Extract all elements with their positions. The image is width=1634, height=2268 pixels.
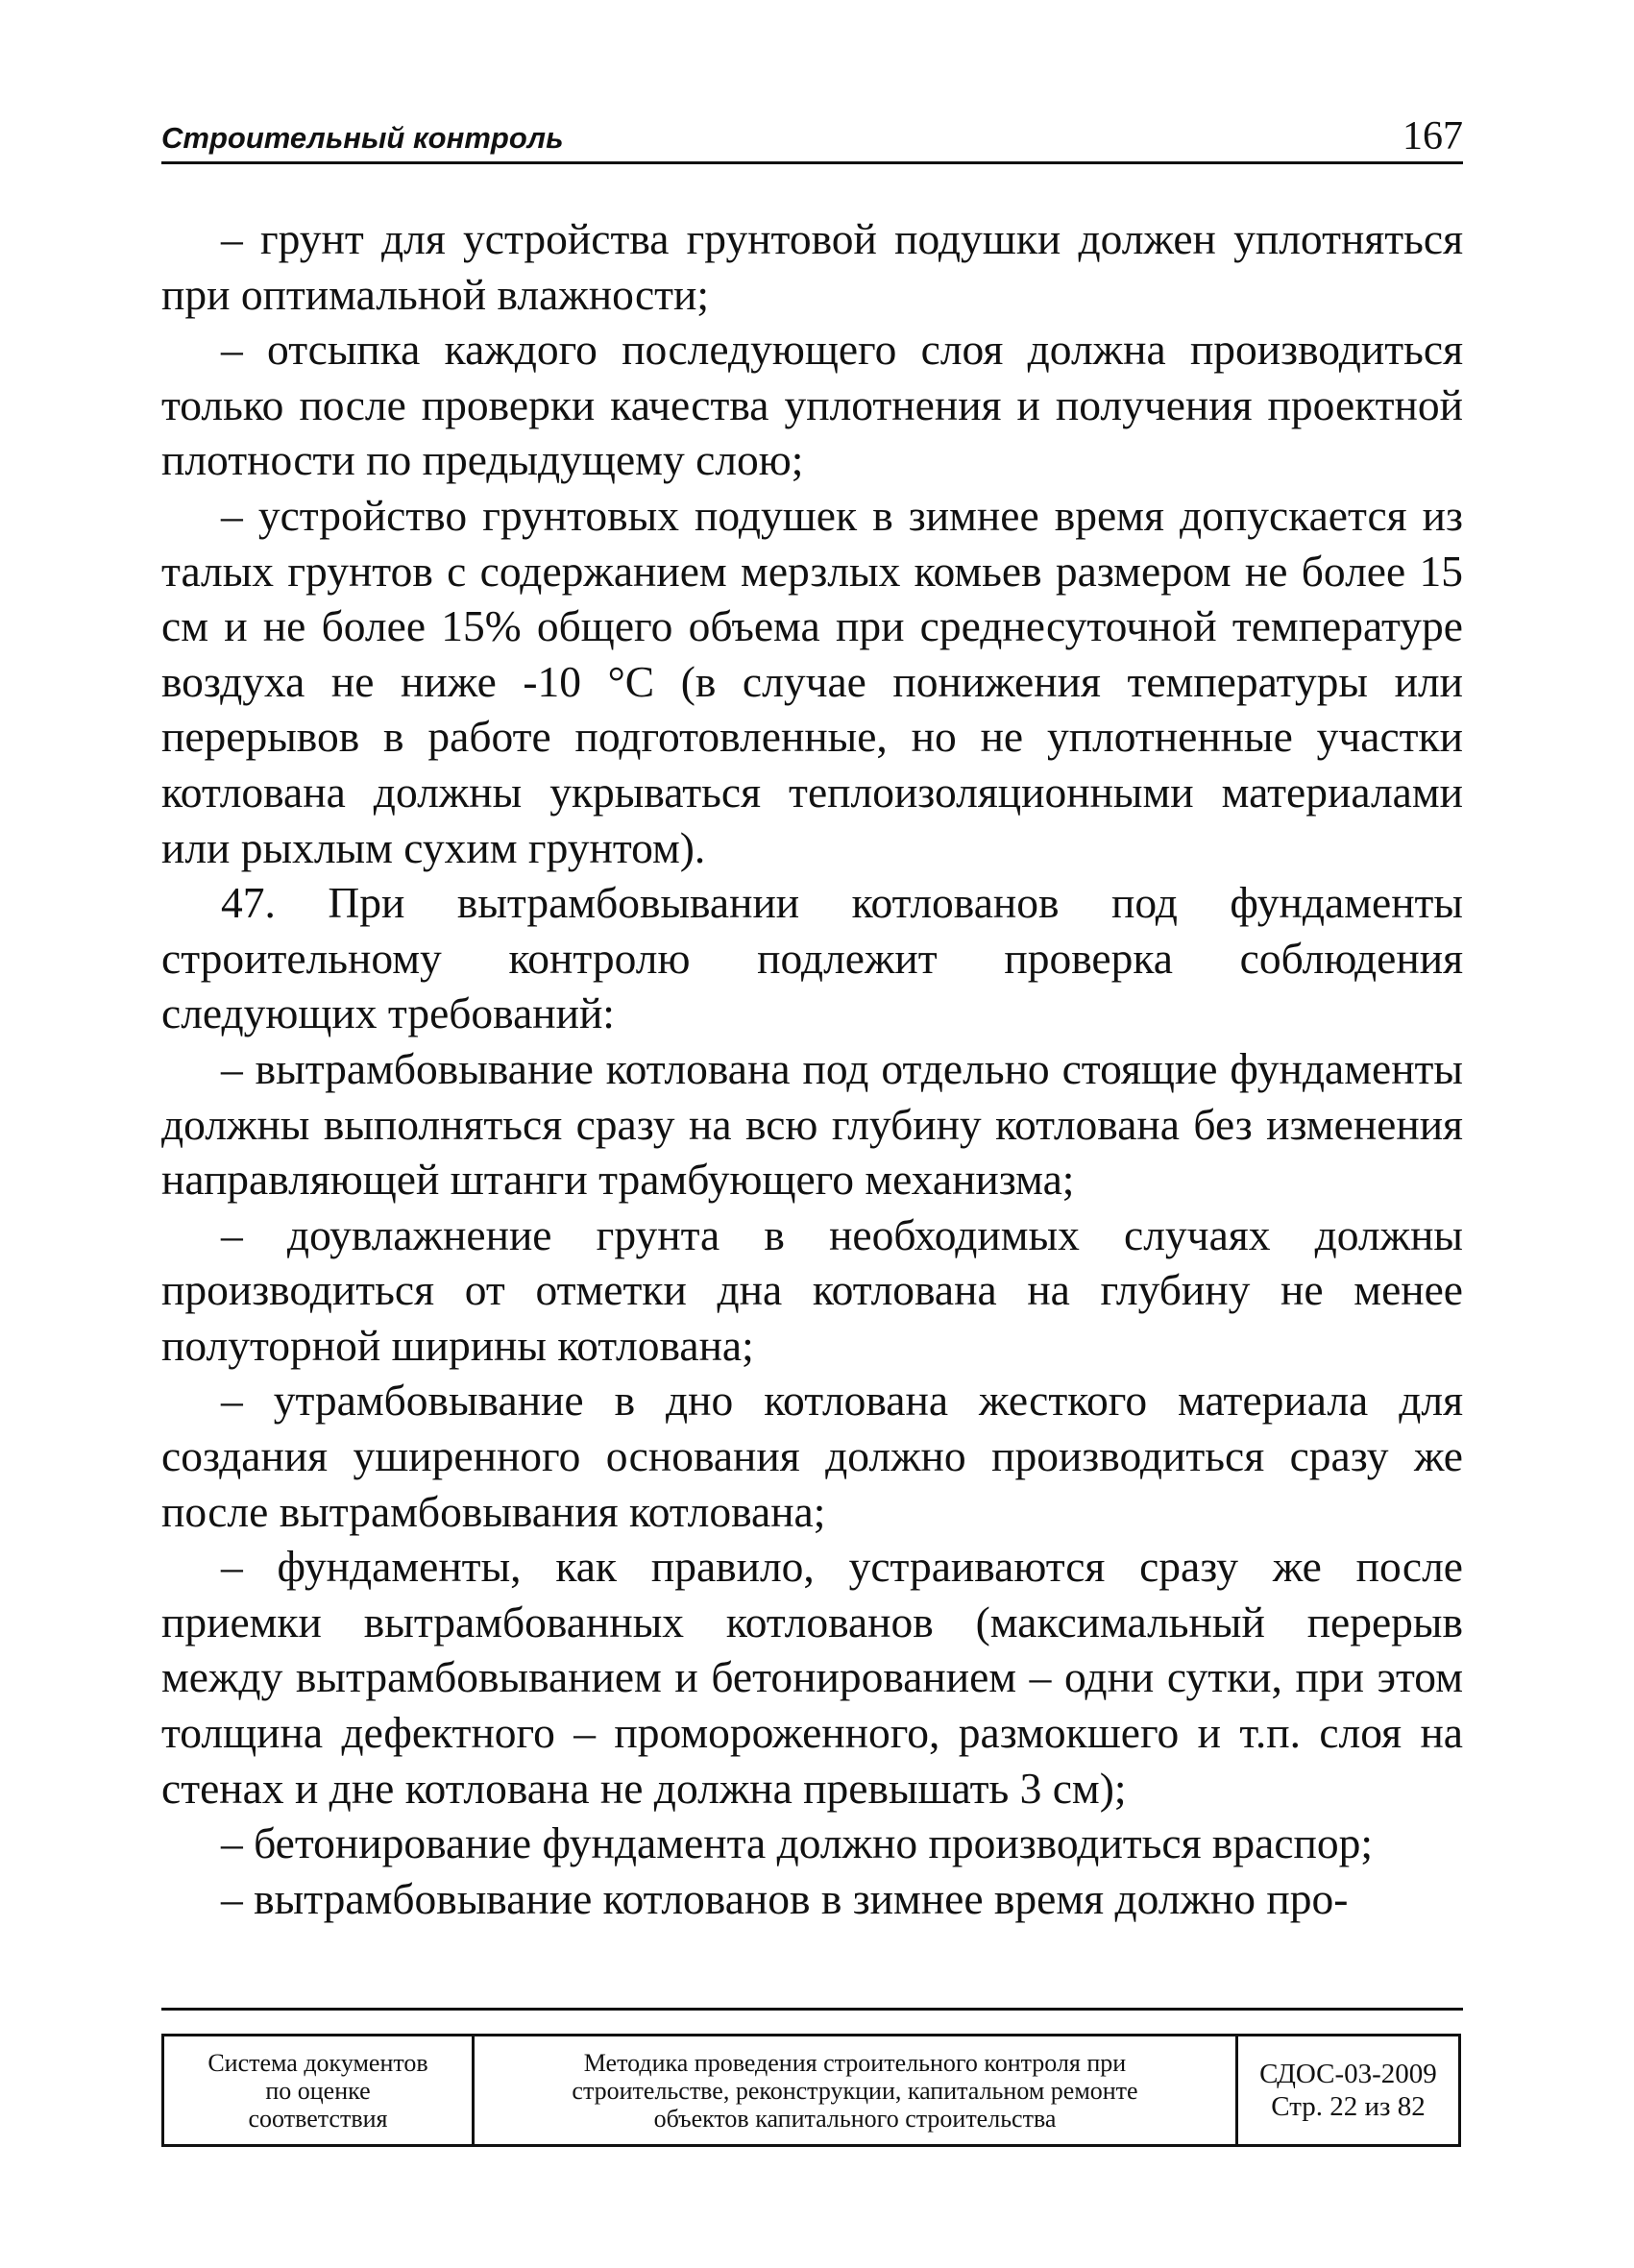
footer-system-cell [164,2036,472,2144]
footer-code-cell [1235,2036,1458,2144]
footer-divider [161,2008,1463,2011]
paragraph: – бетонирование фундамента должно производиться враспор; [221,1818,1374,1868]
paragraph: – устройство грунтовых подушек в зимнее время допускается из талых грунтов с содержанием мерзлых комьев размером не более 15 см и не более 15% общего объема при среднесуточной температуре воздуха не ниже -10 °С (в случае понижения температуры или перерывов в работе подготовленные, но не уплотненные участки котлована должны укрываться теплоизоляционными материалами или рыхлым сухим грунтом). [161,490,1463,872]
paragraph: – грунт для устройства грунтовой подушки должен уплотняться при оптимальной влажности; [161,214,1463,319]
document-code: СДОС-03-2009 [1259,2059,1437,2089]
body-text [161,211,1463,1926]
footer-system-text: Система документов по оценке соответствия [207,2048,428,2133]
paragraph: – вытрамбовывание котлованов в зимнее время должно про- [221,1873,1349,1923]
paragraph: – доувлажнение грунта в необходимых случаях должны производиться от отметки дна котлована на глубину не менее полуторной ширины котлована; [161,1209,1463,1370]
footer-method-cell [472,2036,1235,2144]
paragraph: – фундаменты, как правило, устраиваются сразу же после приемки вытрамбованных котлованов (максимальный перерыв между вытрамбовыванием и бетонированием – одни сутки, при этом толщина дефектного – промороженного, размокшего и т.п. слоя на стенах и дне котлована не должна превышать 3 см); [161,1542,1463,1813]
footer-method-text: Методика проведения строительного контроля при строительстве, реконструкции, капитальном ремонте объектов капитального строительства [572,2048,1138,2133]
paragraph: – утрамбовывание в дно котлована жесткого материала для создания уширенного основания должно производиться сразу же после вытрамбовывания котлована; [161,1376,1463,1536]
footer-table [161,2034,1461,2147]
paragraph: – вытрамбовывание котлована под отдельно стоящие фундаменты должны выполняться сразу на всю глубину котлована без изменения направляющей штанги трамбующего механизма; [161,1043,1463,1205]
page-number: 167 [1402,114,1463,159]
page-header [161,108,1463,164]
paragraph: – отсыпка каждого последующего слоя должна производиться только после проверки качества уплотнения и получения проектной плотности по предыдущему слою; [161,325,1463,485]
page-reference: Стр. 22 из 82 [1271,2091,1426,2122]
paragraph: 47. При вытрамбовывании котлованов под фундаменты строительному контролю подлежит проверка соблюдения следующих требований: [161,878,1463,1038]
running-title: Строительный контроль [161,121,564,155]
